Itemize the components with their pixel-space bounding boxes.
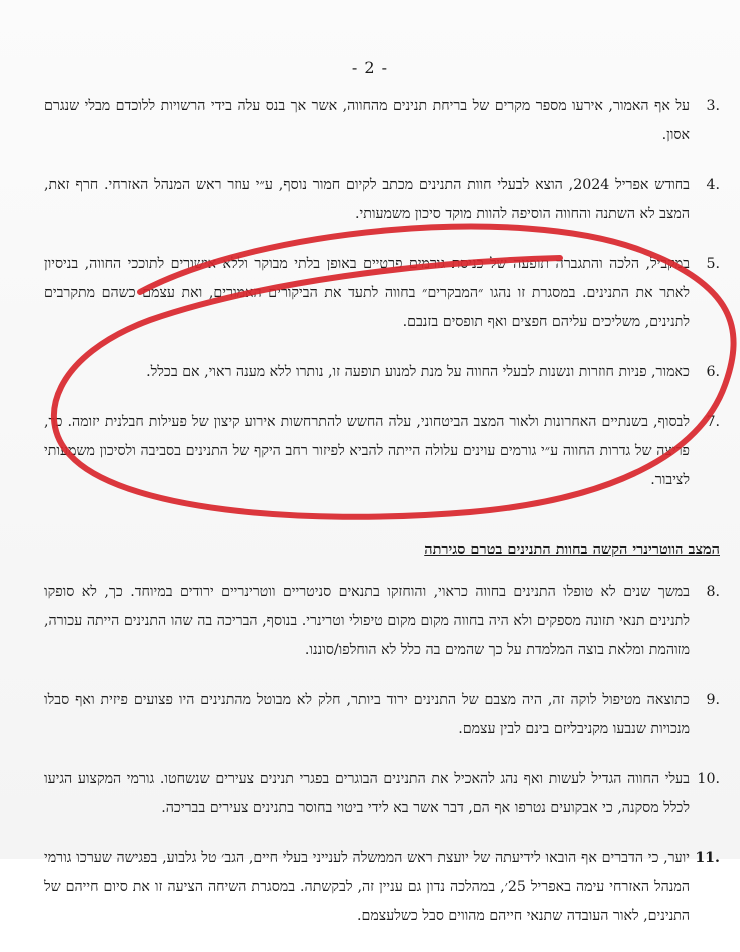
paragraph-text: במקביל, הלכה והתגברה תופעה של כניסת גורמים פרטיים באופן בלתי מבוקר וללא אישורים לתוככי החווה, בניסיון לאתר את התנינים. במסגרת זו נהגו ״המבקרים״ בחווה לתעד את הביקורים האמורים, ואת עצמם כשהם מתקרבים לתנינים, משליכים עליהם חפצים ואף תופסים בזנבם. (44, 256, 690, 330)
paragraph-text: כאמור, פניות חוזרות ונשנות לבעלי החווה על מנת למנוע תופעה זו, נותרו ללא מענה ראוי, אם בכלל. (146, 364, 690, 380)
document-body (44, 92, 720, 952)
paragraph-number: 6. (706, 364, 720, 380)
paragraph-10 (44, 765, 720, 823)
paragraph-text: לבסוף, בשנתיים האחרונות ולאור המצב הביטחוני, עלה החשש להתרחשות אירוע קיצון של פעילות חבלנית יזומה. כך, פריצה של גדרות החווה ע״י גורמים עוינים עלולה הייתה להביא לפיזור רחב היקף של התנינים בסביבה ולסיכון משמעותי לציבור. (44, 414, 690, 488)
section-heading: המצב הווטרינרי הקשה בחוות התנינים בטרם סגירתה (424, 541, 720, 558)
paragraph-text: בחודש אפריל 2024, הוצא לבעלי חוות התנינים מכתב לקיום חמור נוסף, ע״י עוזר ראש המנהל האזרחי. חרף זאת, המצב לא השתנה והחווה הוסיפה להוות מוקד סיכון משמעותי. (44, 177, 691, 222)
paragraph-text: על אף האמור, אירעו מספר מקרים של בריחת תנינים מהחווה, אשר אך בנס עלה בידי הרשויות ללוכדם מבלי שנגרם אסון. (44, 98, 690, 143)
paragraph-3 (44, 92, 720, 150)
paragraph-number: 9. (706, 692, 720, 708)
paragraph-text: יוער, כי הדברים אף הובאו לידיעתה של יועצת ראש הממשלה לענייני בעלי חיים, הגב׳ טל גלבוע, בפגישה שערכו גורמי המנהל האזרחי עימה באפריל 25׳, במהלכה נדון גם עניין זה, לבקשתה. במסגרת השיחה הציעה זו את סיום חייהם של התנינים, לאור העובדה שתנאי חייהם מהווים סבל כשלעצמם. (44, 850, 690, 924)
paragraph-9 (44, 686, 720, 744)
paragraph-text: כתוצאה מטיפול לוקה זה, היה מצבם של התנינים ירוד ביותר, חלק לא מבוטל מהתנינים היו פצועים פיזית ואף סבלו מנכויות שנבעו מקניבליזם בינם לבין עצמם. (44, 692, 690, 737)
paragraph-number: 5. (706, 256, 720, 272)
paragraph-number: 4. (706, 177, 720, 193)
paragraph-text: בעלי החווה הגדיל לעשות ואף נהג להאכיל את התנינים הבוגרים בפגרי תנינים צעירים שנשחטו. גורמי המקצוע הגיעו לכלל מסקנה, כי אבקועים נטרפו אף הם, דבר אשר בא לידי ביטוי בחוסר בתנינים צעירים בבריכה. (44, 771, 690, 816)
paragraph-number: 11. (695, 850, 720, 866)
paragraph-6 (44, 358, 720, 387)
page-number: - 2 - (351, 58, 389, 77)
paragraph-4 (44, 171, 720, 229)
paragraph-number: 8. (706, 584, 720, 600)
paragraph-number: 10. (697, 771, 720, 787)
paragraph-number: 7. (706, 414, 720, 430)
paragraph-7 (44, 408, 720, 495)
paragraph-text: במשך שנים לא טופלו התנינים בחווה כראוי, והוחזקו בתנאים סניטריים ווטרינריים ירודים במיוחד. כך, לא סופקו לתנינים תנאי תזונה מספקים ולא היה בחווה מקום מקום טיפולי וטרינרי. בנוסף, הבריכה בה שהו התנינים הייתה עכורה, מזוהמת ומלאת בוצה המלמדת על כך שהמים בה כלל לא הוחלפו/סוננו. (44, 584, 691, 658)
paragraph-number: 3. (706, 98, 720, 114)
paragraph-8 (44, 578, 720, 665)
paragraph-11 (44, 844, 720, 931)
paragraph-5 (44, 250, 720, 337)
